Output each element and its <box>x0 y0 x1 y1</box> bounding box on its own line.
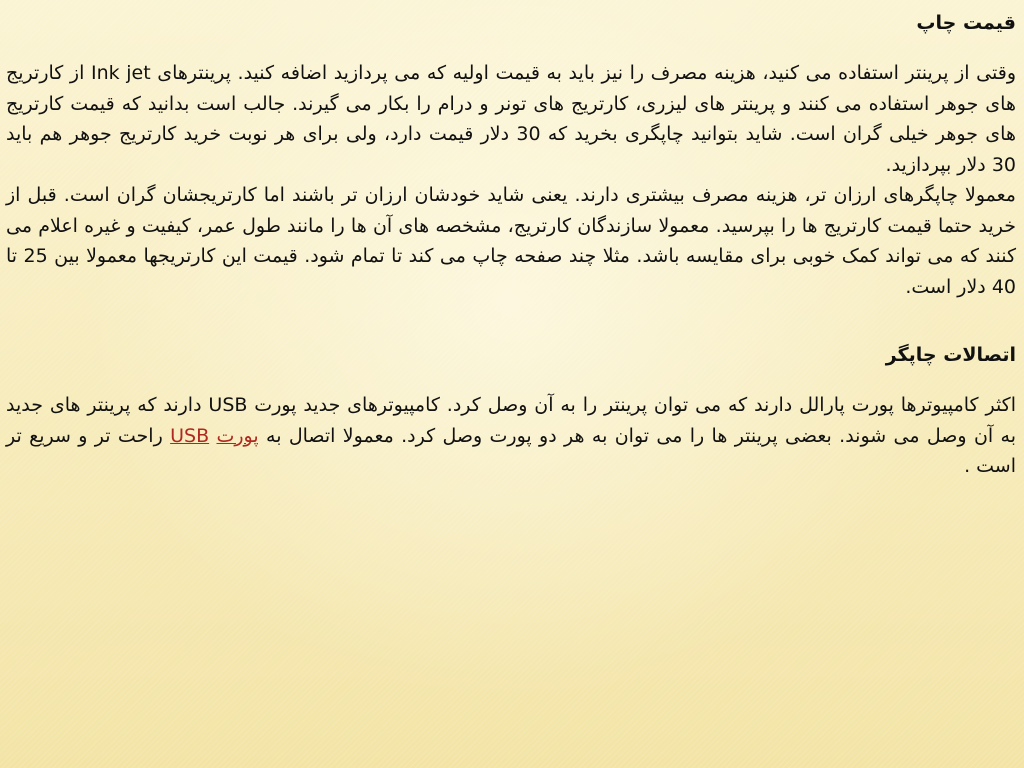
spacer <box>6 302 1016 338</box>
spacer <box>6 40 1016 58</box>
connections-text-part-1: اکثر کامپیوترها پورت پارالل دارند که می توان پرینتر را به آن وصل کرد. کامپیوترهای جدید پورت USB دارند که پرینتر های جدید به آن وصل می شوند. بعضی پرینتر ها را می توان به هر دو پورت وصل کرد. معمولا اتصال به <box>6 394 1017 447</box>
spacer <box>6 372 1016 390</box>
printer-connections-paragraph <box>6 390 1016 482</box>
slide-content <box>6 6 1016 762</box>
usb-port-link-usb[interactable]: USB <box>170 424 210 447</box>
usb-port-link-port[interactable]: پورت <box>216 424 259 447</box>
print-cost-paragraph-2: معمولا چاپگرهای ارزان تر، هزینه مصرف بیشتری دارند. یعنی شاید خودشان ارزان تر باشند اما کارتریجشان گران است. قبل از خرید حتما قیمت کارتریج ها را بپرسید. معمولا سازندگان کارتریج، مشخصه های آن ها را مانند طول عمر، کیفیت و غیره اعلام می کنند که می تواند کمک خوبی برای مقایسه باشد. مثلا چند صفحه چاپ می کند تا تمام شود. قیمت این کارتریجها معمولا بین 25 تا 40 دلار است. <box>6 184 1016 298</box>
section-title-print-cost: قیمت چاپ <box>916 12 1016 34</box>
section-title-printer-connections: اتصالات چاپگر <box>885 344 1016 366</box>
connections-text-part-2: راحت تر و سریع تر است . <box>6 424 1016 477</box>
print-cost-paragraph-1: وقتی از پرینتر استفاده می کنید، هزینه مصرف را نیز باید به قیمت اولیه که می پردازید اضافه کنید. پرینترهای Ink jet از کارتریج های جوهر استفاده می کنند و پرینتر های لیزری، کارتریج های تونر و درام را بکار می گیرند. جالب است بدانید که قیمت کارتریج های جوهر خیلی گران است. شاید بتوانید چاپگری بخرید که 30 دلار قیمت دارد، ولی برای هر نوبت خرید کارتریج جوهر هم باید 30 دلار بپردازید. <box>6 62 1017 176</box>
